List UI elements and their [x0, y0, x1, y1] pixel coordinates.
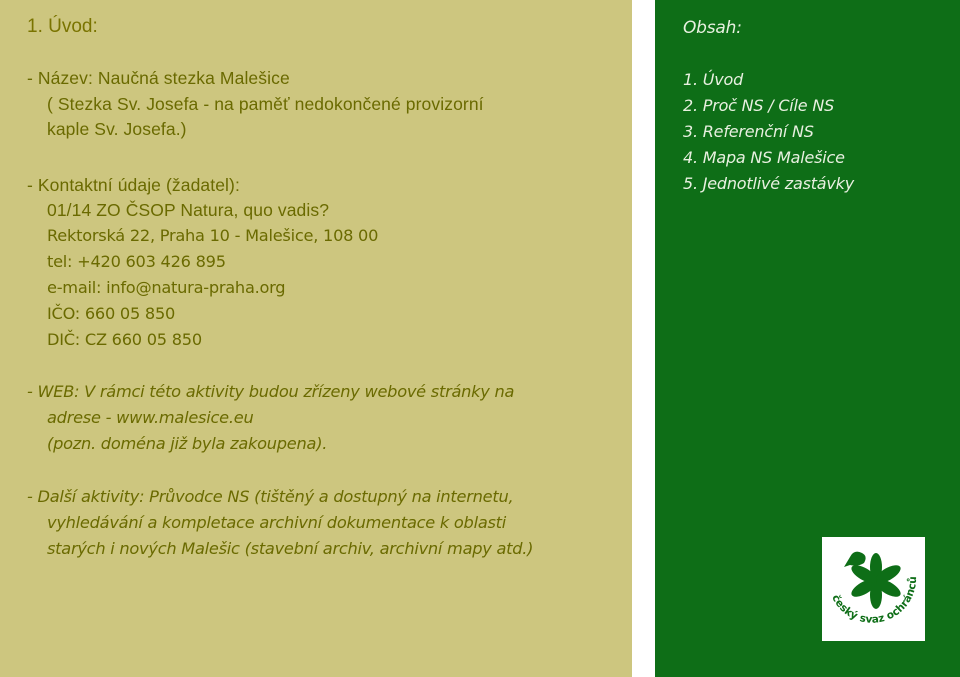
- address-line: Rektorská 22, Praha 10 - Malešice, 108 00: [47, 226, 379, 245]
- web-line-3: (pozn. doména již byla zakoupena).: [47, 434, 328, 453]
- toc-item-2: 2. Proč NS / Cíle NS: [683, 96, 835, 115]
- other-line-1: - Další aktivity: Průvodce NS (tištěný a dostupný na internetu,: [27, 487, 514, 506]
- web-line-1: - WEB: V rámci této aktivity budou zřízeny webové stránky na: [27, 382, 515, 401]
- toc-item-4: 4. Mapa NS Malešice: [683, 148, 845, 167]
- other-line-3: starých i nových Malešic (stavební archiv, archivní mapy atd.): [47, 539, 534, 558]
- contact-line-2: 01/14 ZO ČSOP Natura, quo vadis?: [47, 200, 330, 220]
- name-line-2: ( Stezka Sv. Josefa - na paměť nedokončené provizorní: [47, 94, 484, 114]
- toc-title: Obsah:: [683, 18, 742, 38]
- tel-line: tel: +420 603 426 895: [47, 252, 226, 271]
- flower-bird-icon: [822, 537, 925, 641]
- other-line-2: vyhledávání a kompletace archivní dokumentace k oblasti: [47, 513, 507, 532]
- web-line-2: adrese - www.malesice.eu: [47, 408, 254, 427]
- toc-item-1: 1. Úvod: [683, 70, 744, 89]
- contact-line-1: - Kontaktní údaje (žadatel):: [27, 175, 240, 195]
- ico-line: IČO: 660 05 850: [47, 304, 176, 323]
- dic-line: DIČ: CZ 660 05 850: [47, 330, 202, 349]
- toc-item-3: 3. Referenční NS: [683, 122, 814, 141]
- toc-item-5: 5. Jednotlivé zastávky: [683, 174, 854, 193]
- name-line-3: kaple Sv. Josefa.): [47, 119, 187, 139]
- logo-text: český svaz ochránců: [829, 576, 920, 626]
- csop-logo: [822, 537, 925, 641]
- section-heading: 1. Úvod:: [27, 16, 98, 37]
- email-line: e-mail: info@natura-praha.org: [47, 278, 286, 297]
- name-line-1: - Název: Naučná stezka Malešice: [27, 68, 290, 88]
